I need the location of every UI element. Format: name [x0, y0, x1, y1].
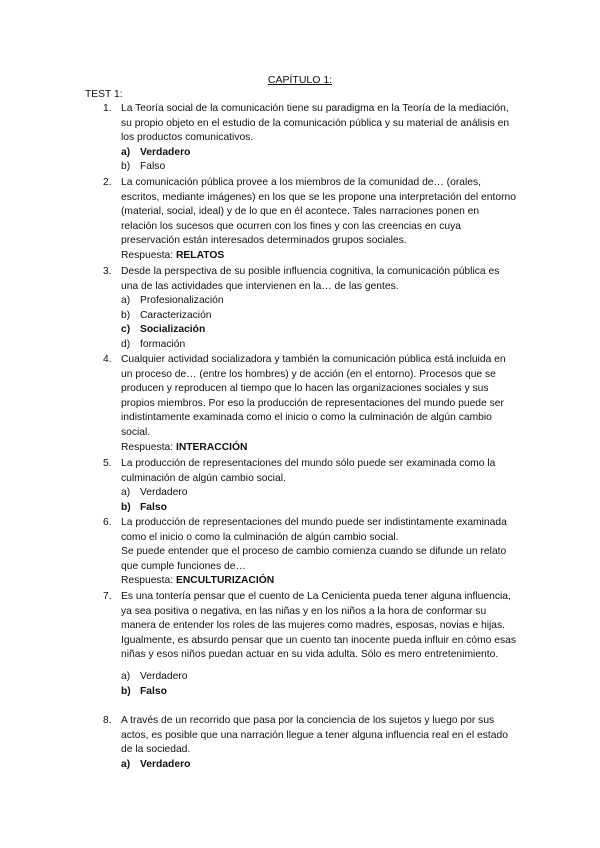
option-a[interactable]	[121, 146, 518, 161]
question-3	[103, 265, 518, 353]
question-number: 3.	[103, 266, 112, 277]
answer-value: INTERACCIÓN	[175, 441, 248, 453]
option-b[interactable]	[121, 309, 518, 324]
option-text: Profesionalización	[140, 295, 224, 307]
option-b[interactable]	[121, 501, 518, 516]
question-4	[103, 353, 518, 455]
option-c[interactable]	[121, 323, 518, 338]
option-letter: b)	[121, 309, 131, 321]
question-1	[103, 102, 518, 175]
option-text: Verdadero	[140, 670, 188, 682]
option-letter: b)	[121, 161, 131, 173]
answer-value: ENCULTURIZACIÓN	[175, 575, 275, 587]
option-b[interactable]	[121, 160, 518, 175]
question-text: Cualquier actividad socializadora y también la comunicación pública está incluida en un proceso de… (entre los hombres) y de acción (en el entorno). Procesos que se producen y reproducen al tiempo que lo hacen las organizaciones sociales y sus propios miembros. Por eso la producción de representaciones del mundo puede ser indistintamente examinada como el inicio o como la culminación de algún cambio social.	[121, 354, 506, 438]
option-text: Falso	[140, 685, 167, 697]
question-number: 1.	[103, 103, 112, 114]
question-text: Es una tontería pensar que el cuento de La Cenicienta pueda tener alguna influencia, ya sea positiva o negativa, en las niñas y en los niños a la hora de conformar su manera de entender los roles de las mujeres como madres, esposas, novias e hijas. Igualmente, es absurdo pensar que un cuento tan inocente pueda influir en cómo esas niñas y esos niños puedan actuar en su vida adulta. Sólo es mero entretenimiento.	[121, 591, 516, 661]
option-text: formación	[140, 338, 186, 350]
option-d[interactable]	[121, 338, 518, 353]
question-2	[103, 176, 518, 264]
option-letter: a)	[121, 295, 131, 307]
option-a[interactable]	[121, 670, 518, 685]
option-letter: d)	[121, 338, 131, 350]
option-a[interactable]	[121, 758, 518, 773]
question-number: 5.	[103, 458, 112, 469]
option-text: Verdadero	[140, 146, 191, 158]
answer-line	[121, 249, 518, 264]
question-number: 7.	[103, 591, 112, 602]
option-letter: a)	[121, 146, 131, 158]
option-text: Verdadero	[140, 758, 191, 770]
question-text: La producción de representaciones del mundo puede ser indistintamente examinada como el inicio o como la culminación de algún cambio social.	[121, 517, 507, 543]
option-text: Verdadero	[140, 487, 188, 499]
question-text: Desde la perspectiva de su posible influencia cognitiva, la comunicación pública es una de las actividades que intervienen en la… de las gentes.	[121, 266, 500, 292]
answer-prefix: Respuesta:	[121, 441, 174, 453]
option-text: Socialización	[140, 324, 206, 336]
option-letter: a)	[121, 758, 131, 770]
option-letter: c)	[121, 324, 131, 336]
question-number: 8.	[103, 715, 112, 726]
option-b[interactable]	[121, 685, 518, 700]
question-text: La producción de representaciones del mundo sólo puede ser examinada como la culminación de algún cambio social.	[121, 458, 496, 484]
question-5	[103, 457, 518, 515]
option-letter: b)	[121, 685, 131, 697]
answer-prefix: Respuesta:	[121, 575, 174, 587]
question-8	[103, 714, 518, 772]
question-text: A través de un recorrido que pasa por la conciencia de los sujetos y luego por sus actos, es posible que una narración llegue a tener alguna influencia real en el estado de la sociedad.	[121, 715, 508, 756]
question-text-continued: Se puede entender que el proceso de cambio comienza cuando se difunde un relato que cumple funciones de…	[121, 546, 507, 572]
answer-line	[121, 441, 518, 456]
question-6	[103, 516, 518, 589]
chapter-title: CAPÍTULO 1:	[267, 74, 333, 86]
option-letter: b)	[121, 501, 131, 513]
question-text: La Teoría social de la comunicación tiene su paradigma en la Teoría de la mediación, su propio objeto en el estudio de la comunicación pública y su material de análisis en los productos comunicativos.	[121, 103, 510, 144]
answer-line	[121, 574, 518, 589]
option-letter: a)	[121, 670, 131, 682]
option-a[interactable]	[121, 294, 518, 309]
answer-prefix: Respuesta:	[121, 249, 174, 261]
option-a[interactable]	[121, 486, 518, 501]
option-text: Falso	[140, 161, 166, 173]
question-7	[103, 590, 518, 699]
answer-value: RELATOS	[175, 249, 225, 261]
question-number: 2.	[103, 177, 112, 188]
option-text: Falso	[140, 501, 167, 513]
question-text: La comunicación pública provee a los miembros de la comunidad de… (orales, escritos, mediante imágenes) en los que se les propone una interpretación del entorno (material, social, ideal) y de lo que en él acontece. Tales narraciones ponen en relación los sucesos que ocurren con los fines y con las creencias en cuya preservación están interesados determinados grupos sociales.	[121, 177, 516, 247]
option-letter: a)	[121, 487, 131, 499]
question-number: 4.	[103, 354, 112, 365]
test-label: TEST 1:	[85, 89, 123, 100]
question-number: 6.	[103, 517, 112, 528]
option-text: Caracterización	[140, 309, 212, 321]
